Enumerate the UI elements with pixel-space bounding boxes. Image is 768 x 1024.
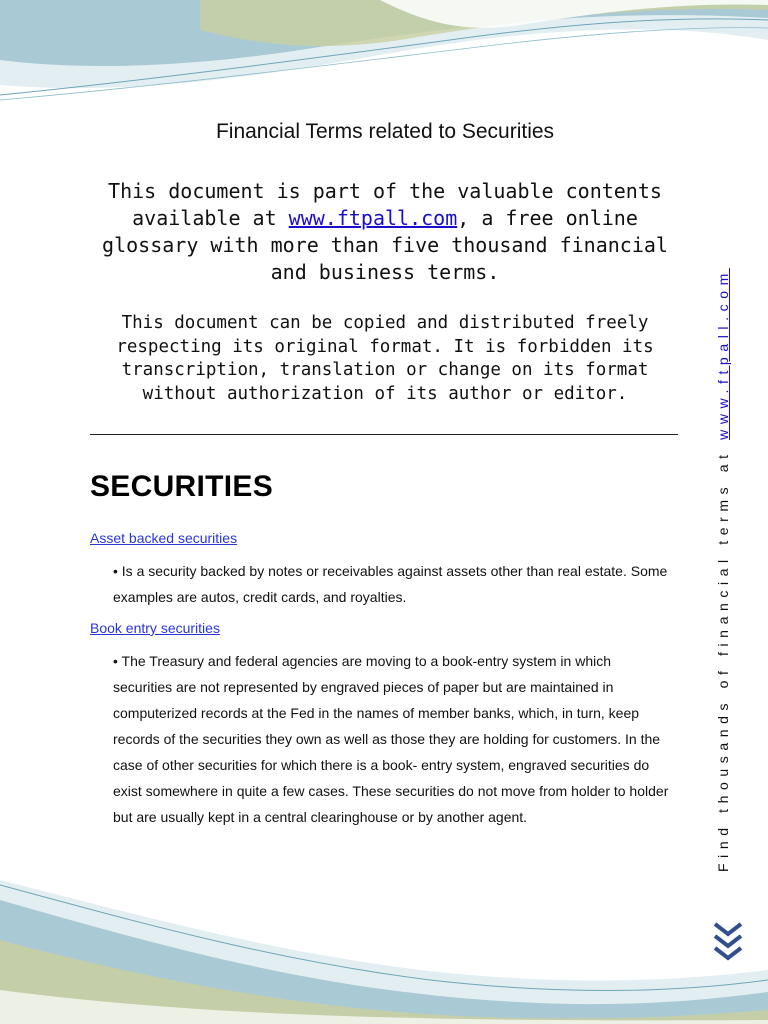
section-heading: SECURITIES	[90, 470, 274, 503]
intro-text-after: , a free online glossary with more than five thousand financial and business terms.	[102, 206, 668, 284]
side-banner	[715, 268, 731, 872]
section-divider	[90, 434, 678, 435]
intro-text-before: This document is part of the valuable contents available at	[108, 179, 662, 230]
term-link-asset-backed-securities[interactable]: Asset backed securities	[90, 530, 238, 546]
term-definition-book-entry-securities: • The Treasury and federal agencies are moving to a book-entry system in which securities are not represented by engraved pieces of paper but are maintained in computerized records at the Fed in the names of member banks, which, in turn, keep records of the securities they own as well as those they are holding for customers. In the case of other securities for which there is a book- entry system, engraved securities do exist somewhere in quite a few cases. These securities do not move from holder to holder but are usually kept in a central clearinghouse or by another agent.	[113, 653, 669, 825]
side-banner-link[interactable]: www.ftpall.com	[715, 268, 731, 440]
bottom-wave-decoration	[0, 870, 768, 1024]
copyright-notice: This document can be copied and distributed freely respecting its original format. It is forbidden its transcription, translation or change on its format without authorization of its author or editor.	[116, 313, 654, 404]
document-title: Financial Terms related to Securities	[215, 120, 555, 143]
ftpall-link[interactable]: www.ftpall.com	[288, 206, 458, 230]
chevron-down-icon	[712, 920, 744, 968]
term-definition-asset-backed-securities: • Is a security backed by notes or receivables against assets other than real estate. Some examples are autos, credit cards, and royalties.	[113, 563, 668, 605]
top-wave-decoration	[0, 0, 768, 120]
intro-paragraph	[80, 178, 690, 286]
term-link-book-entry-securities[interactable]: Book entry securities	[90, 620, 220, 636]
side-banner-text: Find thousands of financial terms at	[715, 439, 731, 872]
